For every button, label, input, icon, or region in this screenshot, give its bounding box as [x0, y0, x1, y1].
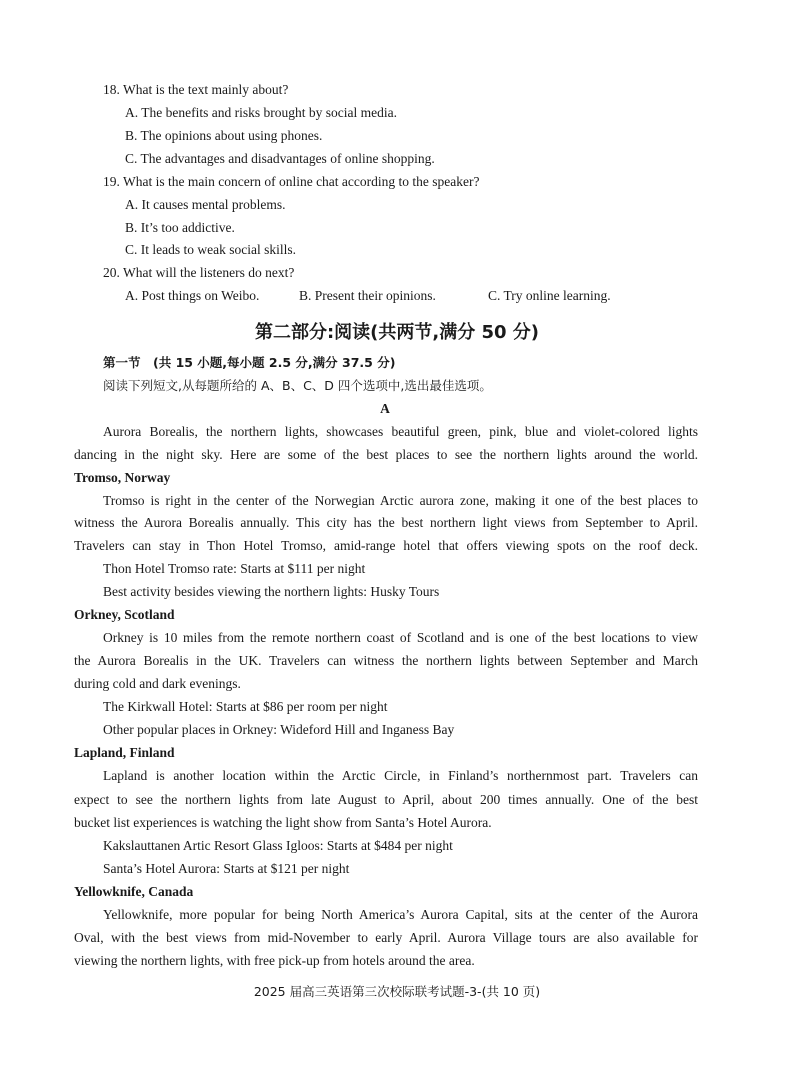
question-20-option-a: A. Post things on Weibo.	[125, 288, 260, 303]
question-20-stem: 20. What will the listeners do next?	[103, 265, 295, 280]
question-19-option-b: B. It’s too addictive.	[125, 220, 235, 235]
tromso-para-line-3: Travelers can stay in Thon Hotel Tromso, amid-range hotel that offers viewing spots on the roof deck.	[74, 538, 698, 553]
section-instruction: 阅读下列短文,从每题所给的 A、B、C、D 四个选项中,选出最佳选项。	[103, 378, 492, 393]
lapland-para-line-2: expect to see the northern lights from late August to April, about 200 times annually. One of the best	[74, 792, 698, 807]
intro-line-2: dancing in the night sky. Here are some of the best places to see the northern lights around the world.	[74, 447, 698, 462]
place-heading-orkney: Orkney, Scotland	[74, 607, 175, 622]
tromso-para-line-1: Tromso is right in the center of the Norwegian Arctic aurora zone, making it one of the best places to	[103, 493, 698, 508]
yellowknife-para-line-1: Yellowknife, more popular for being North America’s Aurora Capital, sits at the center of the Aurora	[103, 907, 698, 922]
question-18-option-a: A. The benefits and risks brought by social media.	[125, 105, 397, 120]
place-heading-lapland: Lapland, Finland	[74, 745, 175, 760]
lapland-detail-2: Santa’s Hotel Aurora: Starts at $121 per night	[103, 861, 350, 876]
question-18-option-c: C. The advantages and disadvantages of online shopping.	[125, 151, 435, 166]
intro-line-1: Aurora Borealis, the northern lights, showcases beautiful green, pink, blue and violet-colored lights	[103, 424, 698, 439]
orkney-para-line-3: during cold and dark evenings.	[74, 676, 241, 691]
question-19-option-c: C. It leads to weak social skills.	[125, 242, 296, 257]
lapland-detail-1: Kakslauttanen Artic Resort Glass Igloos: Starts at $484 per night	[103, 838, 453, 853]
section-heading: 第一节 (共 15 小题,每小题 2.5 分,满分 37.5 分)	[103, 355, 396, 370]
orkney-para-line-2: the Aurora Borealis in the UK. Travelers can witness the northern lights between September and March	[74, 653, 698, 668]
passage-label: A	[380, 401, 390, 416]
orkney-detail-2: Other popular places in Orkney: Wideford Hill and Inganess Bay	[103, 722, 455, 737]
lapland-para-line-1: Lapland is another location within the Arctic Circle, in Finland’s northernmost part. Travelers can	[103, 768, 698, 783]
orkney-para-line-1: Orkney is 10 miles from the remote northern coast of Scotland and is one of the best locations to view	[103, 630, 698, 645]
tromso-detail-2: Best activity besides viewing the northern lights: Husky Tours	[103, 584, 440, 599]
tromso-detail-1: Thon Hotel Tromso rate: Starts at $111 per night	[103, 561, 366, 576]
question-18-stem: 18. What is the text mainly about?	[103, 82, 289, 97]
place-heading-yellowknife: Yellowknife, Canada	[74, 884, 194, 899]
tromso-para-line-2: witness the Aurora Borealis annually. This city has the best northern light views from September to April.	[74, 515, 698, 530]
question-20-option-c: C. Try online learning.	[488, 288, 611, 303]
lapland-para-line-3: bucket list experiences is watching the light show from Santa’s Hotel Aurora.	[74, 815, 492, 830]
place-heading-tromso: Tromso, Norway	[74, 470, 171, 485]
page-footer: 2025 届高三英语第三次校际联考试题-3-(共 10 页)	[253, 984, 541, 999]
question-18-option-b: B. The opinions about using phones.	[125, 128, 323, 143]
question-19-stem: 19. What is the main concern of online chat according to the speaker?	[103, 174, 480, 189]
question-20-option-b: B. Present their opinions.	[299, 288, 436, 303]
yellowknife-para-line-2: Oval, with the best views from mid-November to early April. Aurora Village tours are also available for	[74, 930, 698, 945]
orkney-detail-1: The Kirkwall Hotel: Starts at $86 per room per night	[103, 699, 388, 714]
part-title: 第二部分:阅读(共两节,满分 50 分)	[254, 322, 540, 343]
question-19-option-a: A. It causes mental problems.	[125, 197, 286, 212]
yellowknife-para-line-3: viewing the northern lights, with free pick-up from hotels around the area.	[74, 953, 475, 968]
